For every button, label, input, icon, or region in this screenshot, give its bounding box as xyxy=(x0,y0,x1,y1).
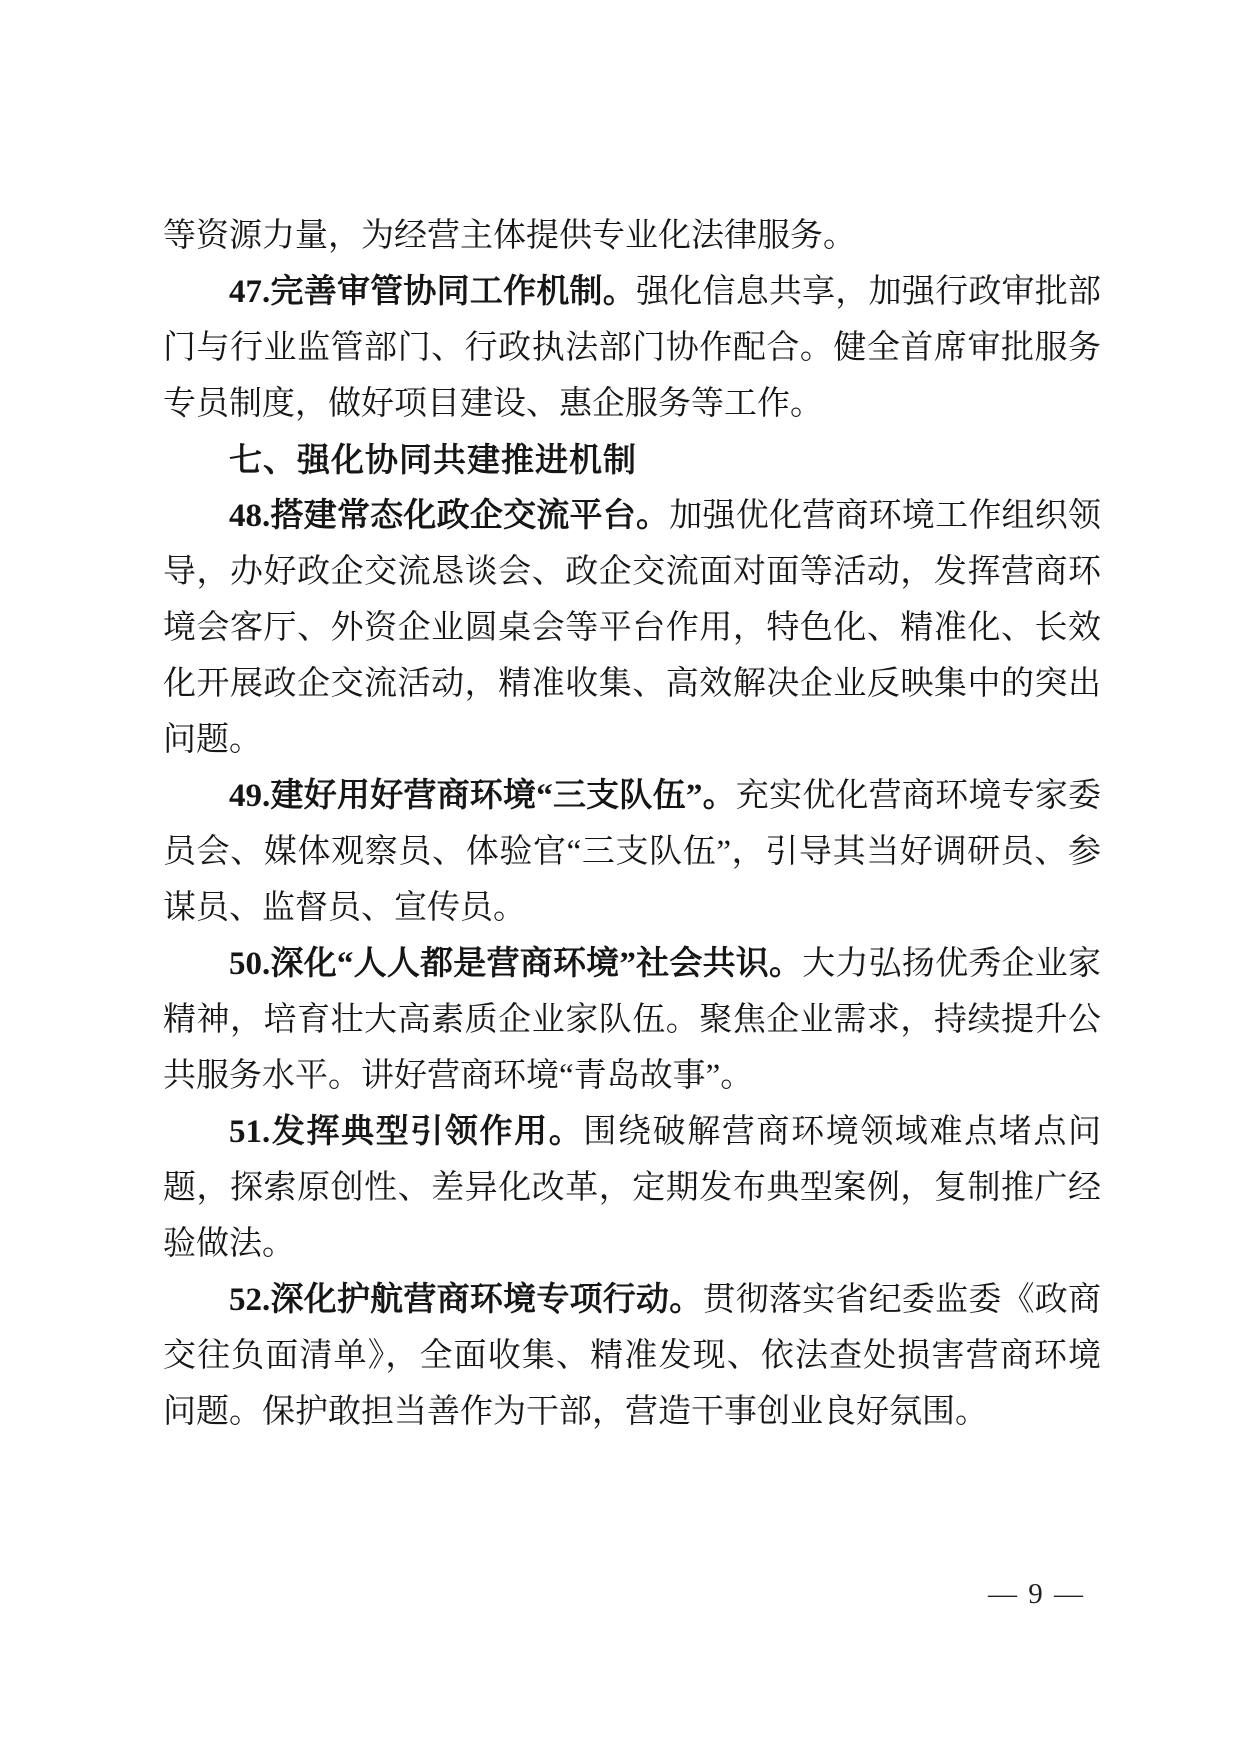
item-49-lead: 49.建好用好营商环境“三支队伍”。 xyxy=(229,778,736,814)
item-47-lead: 47.完善审管协同工作机制。 xyxy=(229,274,637,310)
paragraph-item-49 xyxy=(163,768,1101,936)
item-50-body: 大力弘扬优秀企业家精神，培育壮大高素质企业家队伍。聚焦企业需求，持续提升公共服务水平。讲好营商环境“青岛故事”。 xyxy=(163,946,1102,1094)
item-51-body: 围绕破解营商环境领域难点堵点问题，探索原创性、差异化改革，定期发布典型案例，复制推广经验做法。 xyxy=(163,1114,1102,1262)
item-49-body: 充实优化营商环境专家委员会、媒体观察员、体验官“三支队伍”，引导其当好调研员、参谋员、监督员、宣传员。 xyxy=(163,778,1102,926)
page-number: — 9 — xyxy=(988,1578,1085,1610)
paragraph-continuation: 等资源力量，为经营主体提供专业化法律服务。 xyxy=(163,218,856,254)
item-47-body: 强化信息共享，加强行政审批部门与行业监管部门、行政执法部门协作配合。健全首席审批服务专员制度，做好项目建设、惠企服务等工作。 xyxy=(163,274,1102,422)
item-52-body: 贯彻落实省纪委监委《政商交往负面清单》，全面收集、精准发现、依法查处损害营商环境问题。保护敢担当善作为干部，营造干事创业良好氛围。 xyxy=(163,1282,1102,1430)
paragraph-item-52 xyxy=(163,1272,1101,1440)
item-50-lead: 50.深化“人人都是营商环境”社会共识。 xyxy=(229,946,803,982)
section-heading-7: 七、强化协同共建推进机制 xyxy=(229,441,637,478)
item-48-lead: 48.搭建常态化政企交流平台。 xyxy=(229,498,670,534)
paragraph-item-47 xyxy=(163,264,1101,432)
paragraph-item-50 xyxy=(163,936,1101,1104)
paragraph-item-51 xyxy=(163,1104,1101,1272)
item-52-lead: 52.深化护航营商环境专项行动。 xyxy=(229,1282,703,1318)
item-48-body: 加强优化营商环境工作组织领导，办好政企交流恳谈会、政企交流面对面等活动，发挥营商环境会客厅、外资企业圆桌会等平台作用，特色化、精准化、长效化开展政企交流活动，精准收集、高效解决企业反映集中的突出问题。 xyxy=(163,498,1102,758)
paragraph-item-48 xyxy=(163,488,1101,768)
document-body xyxy=(163,208,1101,1440)
item-51-lead: 51.发挥典型引领作用。 xyxy=(229,1114,584,1150)
